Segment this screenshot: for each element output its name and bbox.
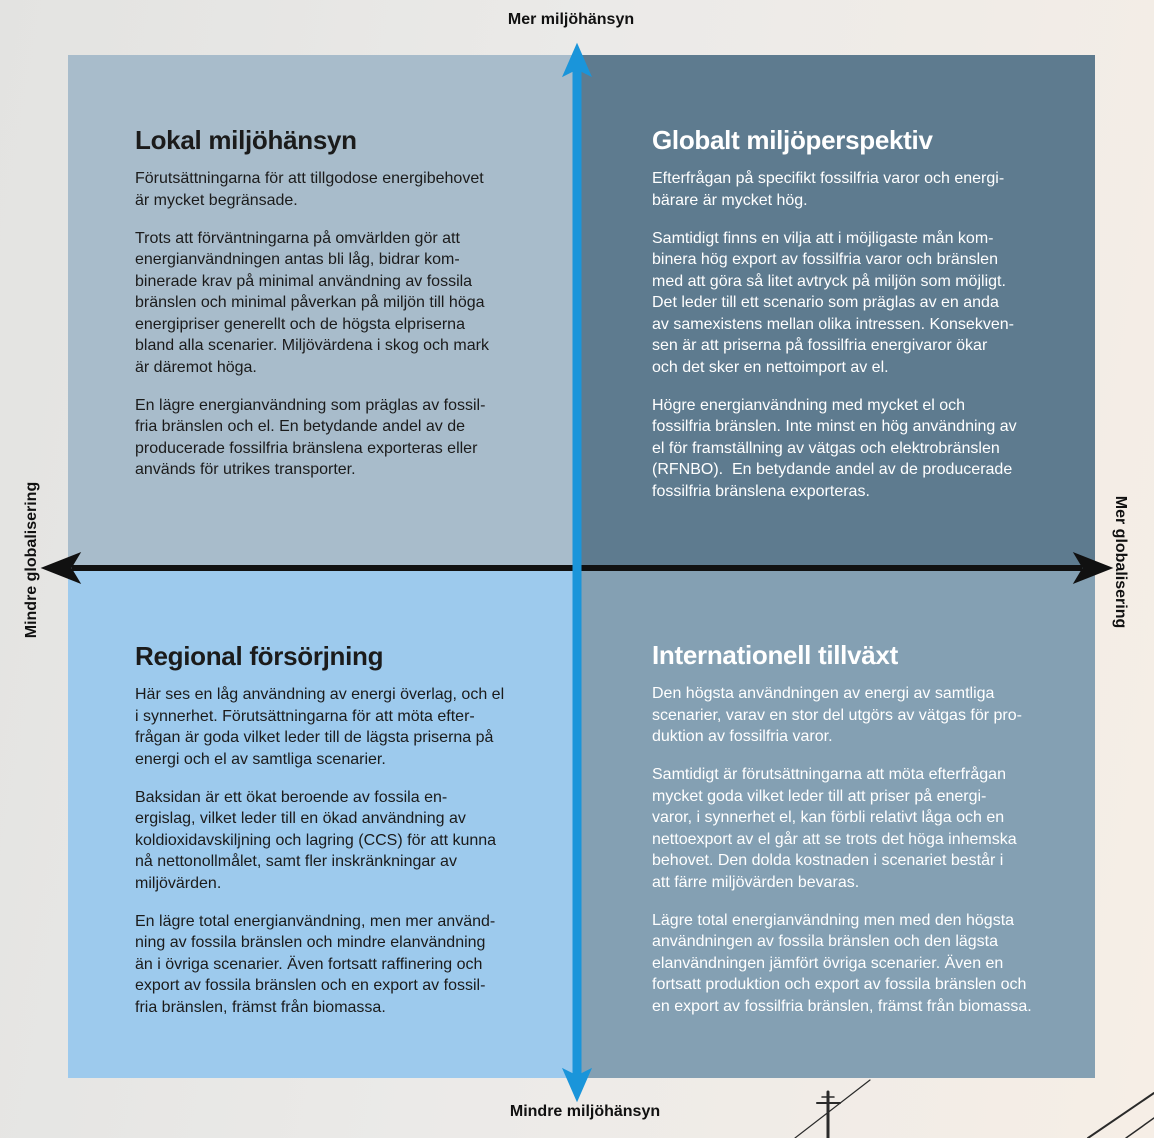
quadrant-paragraph xyxy=(652,395,1017,503)
text-line: Samtidigt finns en vilja att i möjligaste mån kom- xyxy=(652,229,994,247)
text-line: är däremot höga. xyxy=(135,358,257,376)
text-line: (RFNBO). En betydande andel av de producerade xyxy=(652,461,1013,478)
text-line: scenarier, varav en stor del utgörs av vätgas för pro- xyxy=(652,706,1022,724)
text-line: frågan är goda vilket leder till de lägsta priserna på xyxy=(135,729,494,746)
text-line: Trots att förväntningarna på omvärlden gör att xyxy=(135,229,460,247)
text-line: elanvändningen jämfört övriga scenarier. Även en xyxy=(652,954,1004,972)
text-line: Högre energianvändning med mycket el och xyxy=(652,396,966,414)
text-line: med att göra så litet avtryck på miljön som möjligt. xyxy=(652,272,1006,290)
text-line: En lägre total energianvändning, men mer använd- xyxy=(135,912,496,930)
text-line: energipriser generellt och de högsta elpriserna xyxy=(135,315,465,333)
quadrant-title: Internationell tillväxt xyxy=(652,640,898,670)
text-line: är mycket begränsade. xyxy=(135,191,298,209)
text-line: används för utrikes transporter. xyxy=(135,461,356,478)
text-line: bränslen och minimal påverkan på miljön till höga xyxy=(135,294,485,311)
quadrant-paragraph xyxy=(135,228,489,379)
text-line: miljövärden. xyxy=(135,874,222,892)
text-line: nettoexport av el går att se trots det höga inhemska xyxy=(652,830,1017,848)
quadrant-title: Lokal miljöhänsyn xyxy=(135,125,357,155)
text-line: koldioxidavskiljning och lagring (CCS) för att kunna xyxy=(135,831,497,849)
text-line: bland alla scenarier. Miljövärdena i skog och mark xyxy=(135,337,489,354)
text-line: energi och el av samtliga scenarier. xyxy=(135,750,386,768)
text-line: Samtidigt är förutsättningarna att möta efterfrågan xyxy=(652,766,1006,783)
quadrant-paragraph xyxy=(135,911,504,1019)
quadrant-paragraph xyxy=(652,228,1017,379)
text-line: En lägre energianvändning som präglas av fossil- xyxy=(135,396,486,414)
quadrant-paragraph xyxy=(135,787,504,895)
text-line: än i övriga scenarier. Även fortsatt raffinering och xyxy=(135,955,483,973)
quadrant-paragraph xyxy=(652,168,1017,211)
text-line: bärare är mycket hög. xyxy=(652,191,808,209)
text-line: användningen av fossila bränslen och den lägsta xyxy=(652,933,999,950)
quadrant-paragraph xyxy=(135,168,489,211)
text-line: fria bränslen och el. En betydande andel av de xyxy=(135,418,466,435)
text-line: mycket goda vilket leder till att priser på energi- xyxy=(652,787,987,805)
text-line: Det leder till ett scenario som präglas av en anda xyxy=(652,294,999,311)
text-line: att färre miljövärden bevaras. xyxy=(652,873,860,891)
text-line: fossilfria bränslen. Inte minst en hög användning av xyxy=(652,418,1017,435)
quadrant-paragraph xyxy=(135,684,504,770)
quadrant-top-right-text xyxy=(652,125,1017,519)
quadrant-title: Regional försörjning xyxy=(135,641,384,671)
text-line: Förutsättningarna för att tillgodose energibehovet xyxy=(135,170,484,187)
text-line: ning av fossila bränslen och mindre elanvändning xyxy=(135,934,486,951)
quadrant-bottom-left-text xyxy=(135,641,504,1035)
text-line: producerade fossilfria bränslena exporteras eller xyxy=(135,439,478,457)
quadrant-bottom-right-text xyxy=(652,640,1032,1034)
text-line: energianvändningen antas bli låg, bidrar kom- xyxy=(135,251,460,268)
axis-label-right: Mer globalisering xyxy=(1112,495,1129,629)
text-line: el för framställning av vätgas och elektrobränslen xyxy=(652,439,1000,457)
text-line: duktion av fossilfria varor. xyxy=(652,728,833,745)
text-line: fossilfria bränslena exporteras. xyxy=(652,482,870,500)
text-line: och det sker en nettoimport av el. xyxy=(652,358,889,376)
text-line: Den högsta användningen av energi av samtliga xyxy=(652,685,995,702)
text-line: sen är att priserna på fossilfria energivaror ökar xyxy=(652,337,988,354)
text-line: av samexistens mellan olika intressen. Konsekven- xyxy=(652,315,1014,333)
text-line: Lägre total energianvändning men med den högsta xyxy=(652,911,1015,929)
quadrant-top-left-text xyxy=(135,125,489,497)
axis-label-bottom: Mindre miljöhänsyn xyxy=(509,1103,661,1120)
text-line: Här ses en låg användning av energi överlag, och el xyxy=(135,686,505,703)
text-line: en export av fossilfria bränslen, främst från biomassa. xyxy=(652,997,1032,1015)
text-line: fortsatt produktion och export av fossila bränslen och xyxy=(652,976,1027,993)
quadrant-title: Globalt miljöperspektiv xyxy=(652,125,933,155)
quadrant-paragraph xyxy=(652,764,1032,893)
text-line: nå nettonollmålet, samt fler inskränkningar av xyxy=(135,853,457,870)
text-line: Efterfrågan på specifikt fossilfria varor och energi- xyxy=(652,170,1005,187)
axis-label-top: Mer miljöhänsyn xyxy=(507,11,635,28)
text-line: i synnerhet. Förutsättningarna för att möta efter- xyxy=(135,707,475,725)
text-line: ergislag, vilket leder till en ökad användning av xyxy=(135,810,466,827)
quadrant-paragraph xyxy=(135,395,489,481)
text-line: fria bränslen, främst från biomassa. xyxy=(135,998,386,1016)
text-line: binerade krav på minimal användning av fossila xyxy=(135,272,473,290)
text-line: binera hög export av fossilfria varor och bränslen xyxy=(652,251,998,268)
text-line: Baksidan är ett ökat beroende av fossila en- xyxy=(135,788,448,806)
axis-label-left: Mindre globalisering xyxy=(23,481,40,639)
quadrant-paragraph xyxy=(652,910,1032,1018)
quadrant-paragraph xyxy=(652,683,1032,748)
text-line: behovet. Den dolda kostnaden i scenariet består i xyxy=(652,852,1004,869)
text-line: export av fossila bränslen och en export av fossil- xyxy=(135,977,486,994)
text-line: varor, i synnerhet el, kan förbli relativt låga och en xyxy=(652,809,1005,826)
